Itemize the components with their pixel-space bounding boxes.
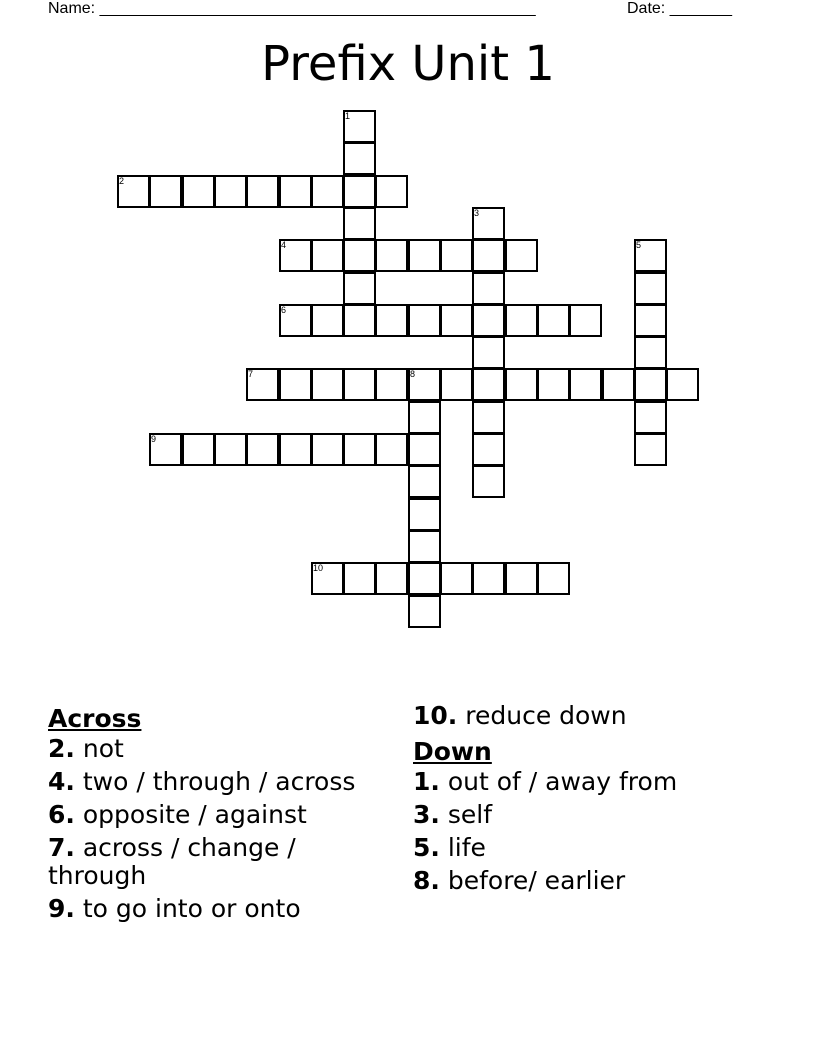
- down-clue: [413, 768, 773, 796]
- across-clue: [48, 768, 393, 796]
- crossword-cell[interactable]: [408, 239, 441, 272]
- crossword-cell[interactable]: [472, 239, 505, 272]
- crossword-cell[interactable]: [602, 368, 635, 401]
- crossword-cell[interactable]: [569, 304, 602, 337]
- crossword-cell[interactable]: [472, 304, 505, 337]
- crossword-cell[interactable]: [634, 336, 667, 369]
- crossword-cell[interactable]: [182, 433, 215, 466]
- crossword-cell[interactable]: [343, 433, 376, 466]
- crossword-cell[interactable]: [472, 401, 505, 434]
- crossword-cell[interactable]: [472, 272, 505, 305]
- crossword-cell[interactable]: [149, 175, 182, 208]
- crossword-cell[interactable]: [343, 562, 376, 595]
- crossword-cell[interactable]: [375, 175, 408, 208]
- clue-number-label: 9: [151, 434, 157, 444]
- crossword-cell[interactable]: [472, 433, 505, 466]
- clue-text: across / change / through: [48, 833, 296, 890]
- crossword-cell[interactable]: [472, 207, 505, 240]
- crossword-cell[interactable]: [408, 465, 441, 498]
- crossword-cell[interactable]: [472, 465, 505, 498]
- clue-number-label: 5: [636, 240, 642, 250]
- crossword-cell[interactable]: [440, 562, 473, 595]
- crossword-cell[interactable]: [472, 562, 505, 595]
- crossword-cell[interactable]: [472, 336, 505, 369]
- crossword-cell[interactable]: [505, 239, 538, 272]
- crossword-cell[interactable]: [666, 368, 699, 401]
- crossword-cell[interactable]: [408, 530, 441, 563]
- clue-number: 3.: [413, 800, 440, 829]
- crossword-cell[interactable]: [472, 368, 505, 401]
- crossword-cell[interactable]: [537, 562, 570, 595]
- across-clue: [413, 702, 773, 730]
- crossword-cell[interactable]: [375, 239, 408, 272]
- crossword-cell[interactable]: [408, 304, 441, 337]
- clue-number-label: 10: [313, 563, 324, 573]
- down-heading: Down: [413, 737, 492, 766]
- crossword-cell[interactable]: [408, 368, 441, 401]
- crossword-cell[interactable]: [343, 304, 376, 337]
- clue-text: before/ earlier: [447, 866, 626, 895]
- crossword-cell[interactable]: [505, 304, 538, 337]
- crossword-cell[interactable]: [214, 175, 247, 208]
- crossword-cell[interactable]: [440, 304, 473, 337]
- crossword-cell[interactable]: [634, 433, 667, 466]
- crossword-cell[interactable]: [505, 368, 538, 401]
- crossword-cell[interactable]: [634, 272, 667, 305]
- clue-text: self: [447, 800, 493, 829]
- across-clue: [48, 834, 393, 890]
- across-clue: [48, 801, 393, 829]
- clue-number-label: 4: [281, 240, 287, 250]
- crossword-cell[interactable]: [343, 142, 376, 175]
- crossword-cell[interactable]: [279, 304, 312, 337]
- across-clue: [48, 735, 393, 763]
- clue-text: not: [82, 734, 124, 763]
- crossword-cell[interactable]: [408, 433, 441, 466]
- crossword-cell[interactable]: [246, 175, 279, 208]
- clue-number: 6.: [48, 800, 75, 829]
- crossword-cell[interactable]: [214, 433, 247, 466]
- down-clue: [413, 801, 773, 829]
- crossword-cell[interactable]: [279, 239, 312, 272]
- down-clue: [413, 867, 773, 895]
- clue-text: to go into or onto: [82, 894, 301, 923]
- crossword-cell[interactable]: [634, 368, 667, 401]
- down-clue: [413, 834, 773, 862]
- crossword-cell[interactable]: [408, 401, 441, 434]
- across-clue: [48, 895, 393, 923]
- clue-number-label: 3: [474, 208, 480, 218]
- crossword-cell[interactable]: [375, 304, 408, 337]
- crossword-cell[interactable]: [569, 368, 602, 401]
- crossword-cell[interactable]: [246, 368, 279, 401]
- crossword-cell[interactable]: [149, 433, 182, 466]
- crossword-cell[interactable]: [279, 433, 312, 466]
- page-title: Prefix Unit 1: [261, 36, 555, 92]
- crossword-cell[interactable]: [182, 175, 215, 208]
- clue-number-label: 2: [119, 176, 125, 186]
- clue-number: 1.: [413, 767, 440, 796]
- clue-number: 4.: [48, 767, 75, 796]
- crossword-cell[interactable]: [279, 175, 312, 208]
- crossword-cell[interactable]: [440, 368, 473, 401]
- crossword-cell[interactable]: [440, 239, 473, 272]
- crossword-cell[interactable]: [375, 562, 408, 595]
- crossword-cell[interactable]: [311, 562, 344, 595]
- clue-number: 2.: [48, 734, 75, 763]
- crossword-cell[interactable]: [634, 239, 667, 272]
- crossword-cell[interactable]: [311, 304, 344, 337]
- crossword-cell[interactable]: [311, 368, 344, 401]
- clue-text: reduce down: [465, 701, 627, 730]
- clue-number-label: 8: [410, 369, 416, 379]
- crossword-cell[interactable]: [408, 595, 441, 628]
- crossword-cell[interactable]: [343, 175, 376, 208]
- crossword-cell[interactable]: [375, 433, 408, 466]
- name-line: Name: _________________________________________________: [48, 0, 536, 17]
- crossword-cell[interactable]: [343, 207, 376, 240]
- clue-number: 9.: [48, 894, 75, 923]
- clue-number: 10.: [413, 701, 458, 730]
- crossword-cell[interactable]: [634, 304, 667, 337]
- clue-number: 8.: [413, 866, 440, 895]
- crossword-cell[interactable]: [343, 239, 376, 272]
- crossword-cell[interactable]: [505, 562, 538, 595]
- crossword-cell[interactable]: [343, 110, 376, 143]
- clue-number-label: 6: [281, 305, 287, 315]
- clue-number-label: 7: [248, 369, 254, 379]
- crossword-cell[interactable]: [311, 239, 344, 272]
- crossword-cell[interactable]: [343, 368, 376, 401]
- clue-text: opposite / against: [82, 800, 307, 829]
- crossword-cell[interactable]: [375, 368, 408, 401]
- clues-right-column: [413, 702, 773, 900]
- clue-number-label: 1: [345, 111, 351, 121]
- clue-number: 7.: [48, 833, 75, 862]
- crossword-cell[interactable]: [634, 401, 667, 434]
- crossword-cell[interactable]: [408, 562, 441, 595]
- clue-text: two / through / across: [82, 767, 356, 796]
- crossword-cell[interactable]: [311, 175, 344, 208]
- clue-text: out of / away from: [447, 767, 678, 796]
- crossword-cell[interactable]: [279, 368, 312, 401]
- crossword-cell[interactable]: [117, 175, 150, 208]
- crossword-cell[interactable]: [343, 272, 376, 305]
- crossword-cell[interactable]: [408, 498, 441, 531]
- crossword-cell[interactable]: [246, 433, 279, 466]
- clue-text: life: [447, 833, 486, 862]
- clue-number: 5.: [413, 833, 440, 862]
- crossword-cell[interactable]: [537, 368, 570, 401]
- across-heading: Across: [48, 704, 142, 733]
- crossword-cell[interactable]: [537, 304, 570, 337]
- date-line: Date: _______: [627, 0, 732, 17]
- clues-left-column: [48, 702, 393, 928]
- crossword-cell[interactable]: [311, 433, 344, 466]
